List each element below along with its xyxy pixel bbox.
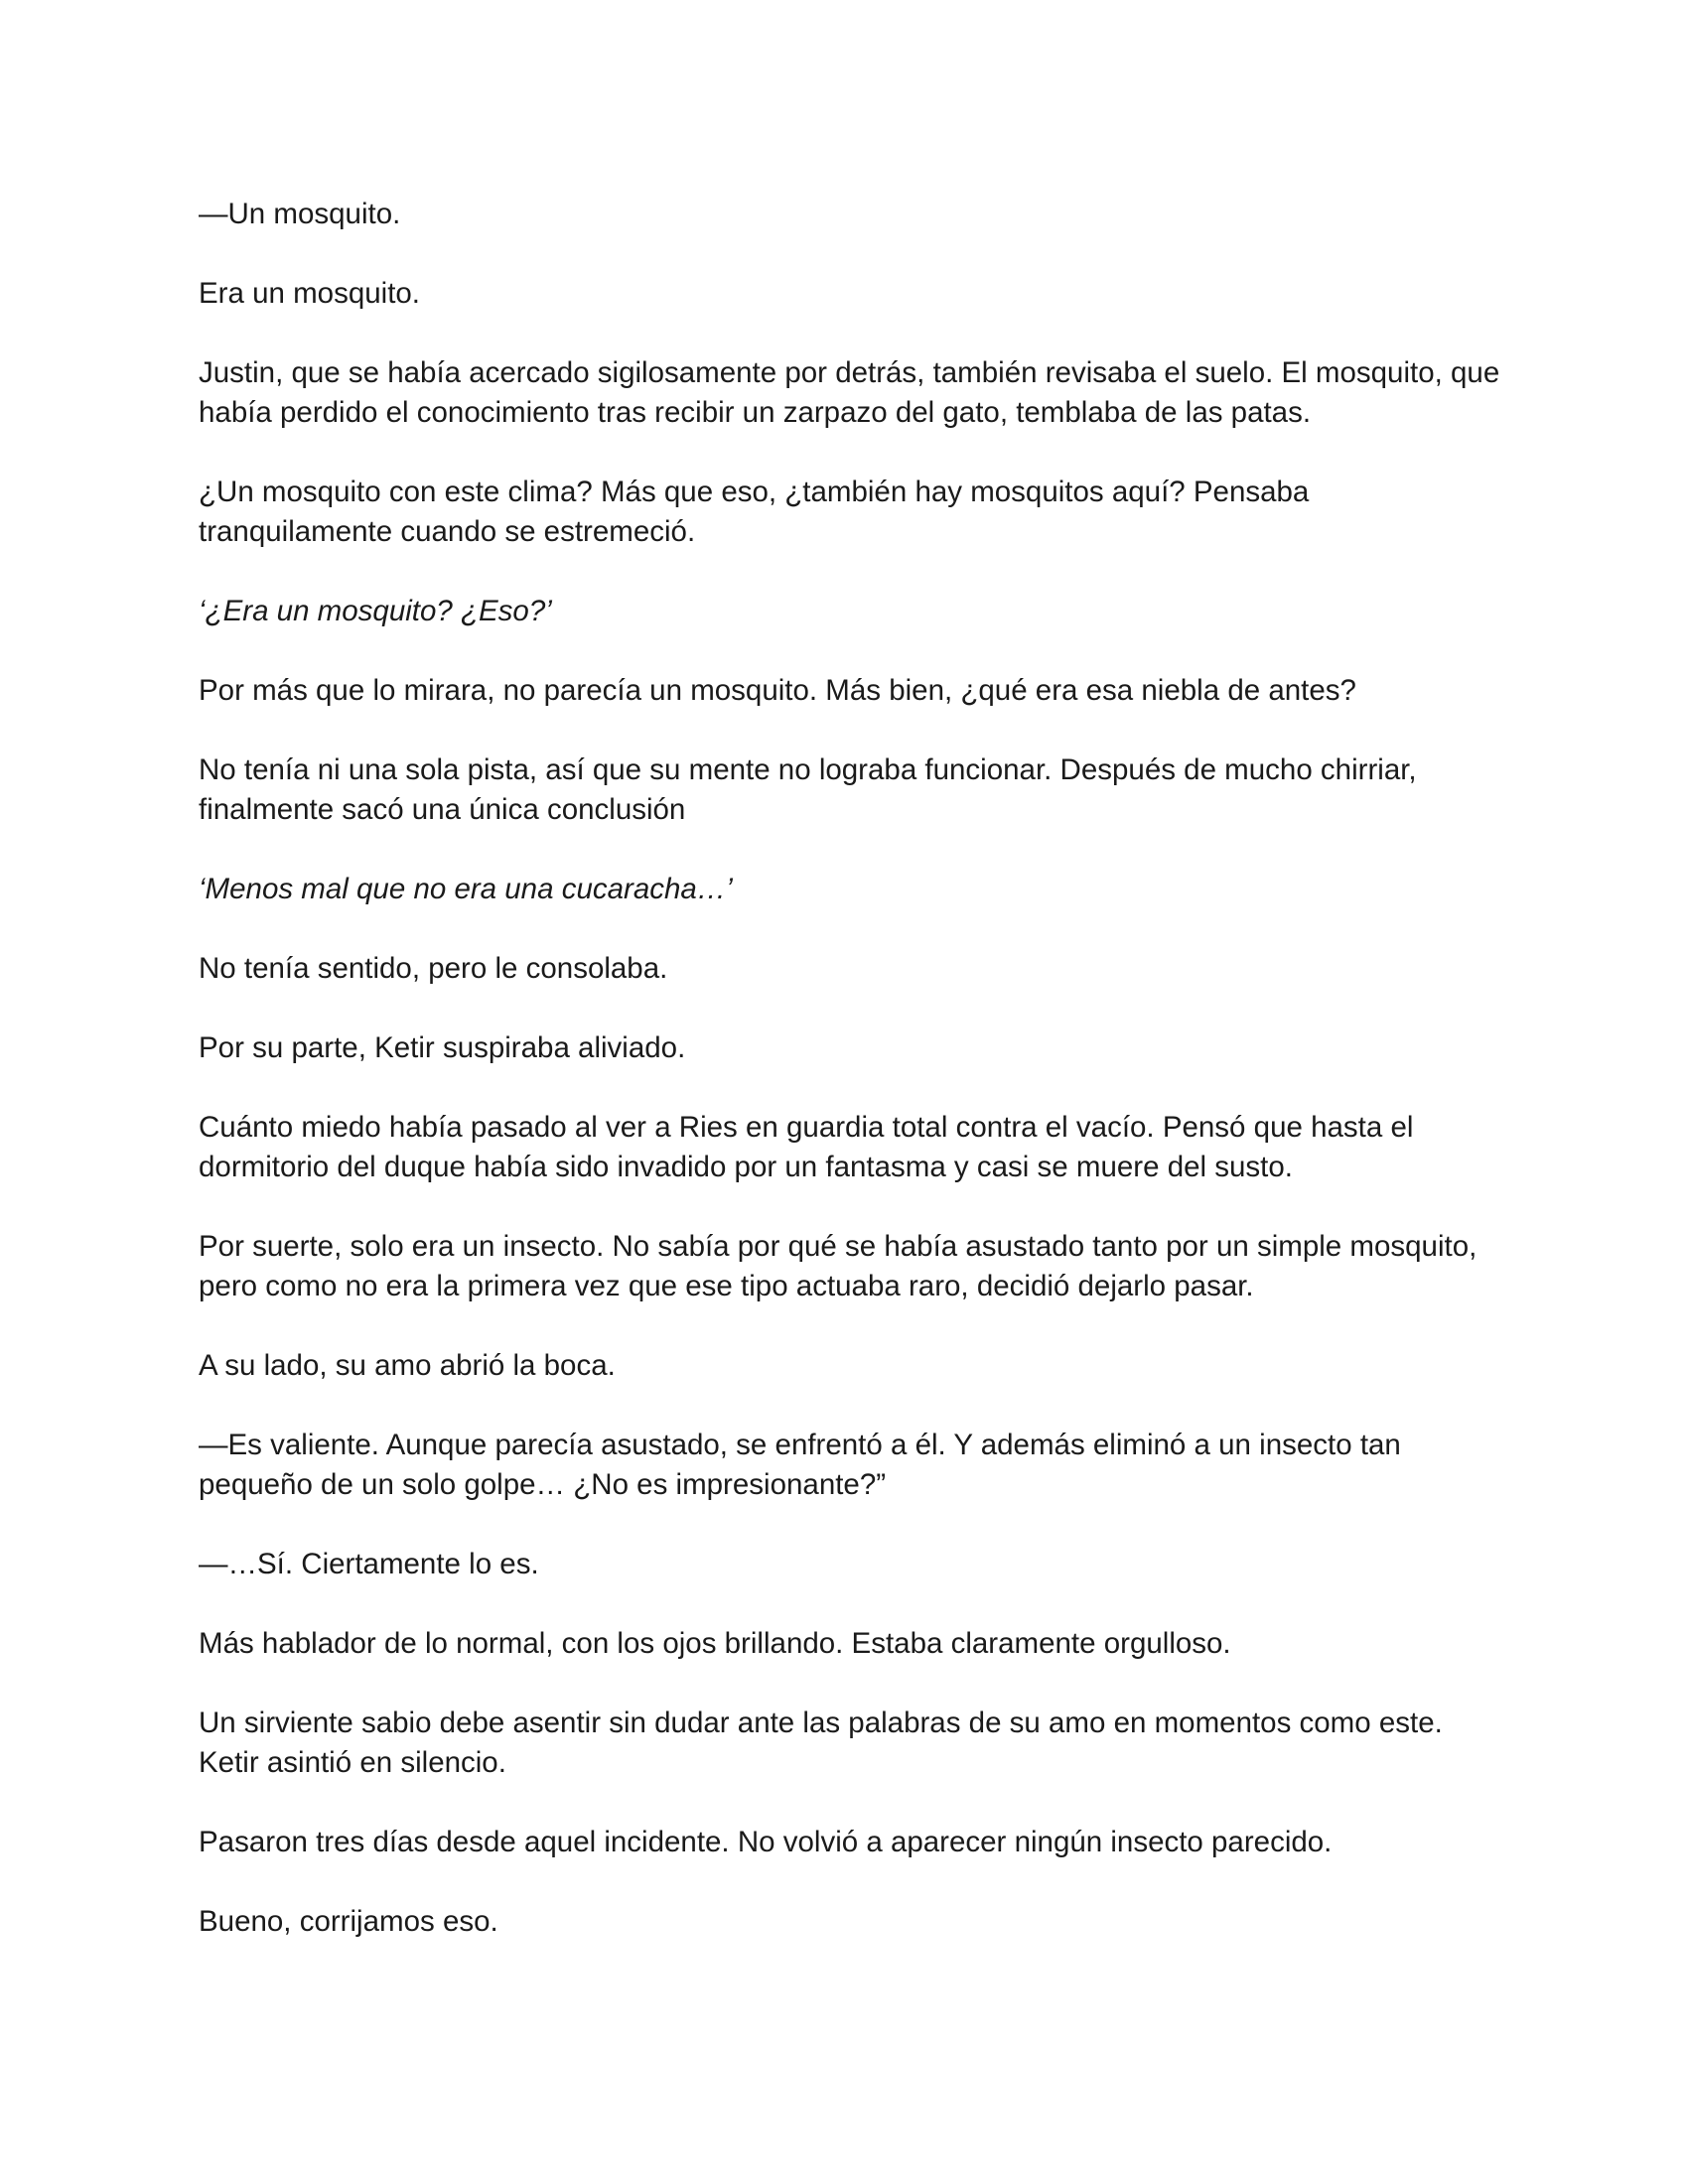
paragraph: Era un mosquito. — [199, 277, 421, 310]
paragraph: ¿Un mosquito con este clima? Más que eso, ¿también hay mosquitos aquí? Pensaba tranquilamente cuando se estremeció. — [199, 476, 1310, 548]
paragraph: Justin, que se había acercado sigilosamente por detrás, también revisaba el suelo. El mosquito, que había perdido el conocimiento tras recibir un zarpazo del gato, temblaba de las patas. — [199, 356, 1500, 429]
paragraph: —Es valiente. Aunque parecía asustado, se enfrentó a él. Y además eliminó a un insecto tan pequeño de un solo golpe… ¿No es impresionante?” — [199, 1429, 1401, 1501]
paragraph: Más hablador de lo normal, con los ojos brillando. Estaba claramente orgulloso. — [199, 1627, 1231, 1660]
paragraph: Pasaron tres días desde aquel incidente. No volvió a aparecer ningún insecto parecido. — [199, 1826, 1333, 1858]
paragraph: —Un mosquito. — [199, 198, 401, 230]
paragraph: Por suerte, solo era un insecto. No sabía por qué se había asustado tanto por un simple mosquito, pero como no era la primera vez que ese tipo actuaba raro, decidió dejarlo pasar. — [199, 1230, 1477, 1302]
paragraph: No tenía ni una sola pista, así que su mente no lograba funcionar. Después de mucho chirriar, finalmente sacó una única conclusión — [199, 753, 1417, 826]
paragraph: No tenía sentido, pero le consolaba. — [199, 952, 668, 985]
paragraph: ‘Menos mal que no era una cucaracha…’ — [199, 873, 733, 905]
paragraph: A su lado, su amo abrió la boca. — [199, 1349, 616, 1382]
paragraph: Un sirviente sabio debe asentir sin dudar ante las palabras de su amo en momentos como este. Ketir asintió en silencio. — [199, 1706, 1443, 1779]
paragraph: Por su parte, Ketir suspiraba aliviado. — [199, 1031, 686, 1064]
document-body — [199, 195, 1509, 1942]
paragraph: Bueno, corrijamos eso. — [199, 1905, 498, 1938]
paragraph: Cuánto miedo había pasado al ver a Ries en guardia total contra el vacío. Pensó que hasta el dormitorio del duque había sido invadido por un fantasma y casi se muere del susto. — [199, 1111, 1414, 1183]
paragraph: —…Sí. Ciertamente lo es. — [199, 1548, 539, 1580]
paragraph: ‘¿Era un mosquito? ¿Eso?’ — [199, 595, 552, 627]
paragraph: Por más que lo mirara, no parecía un mosquito. Más bien, ¿qué era esa niebla de antes? — [199, 674, 1356, 707]
